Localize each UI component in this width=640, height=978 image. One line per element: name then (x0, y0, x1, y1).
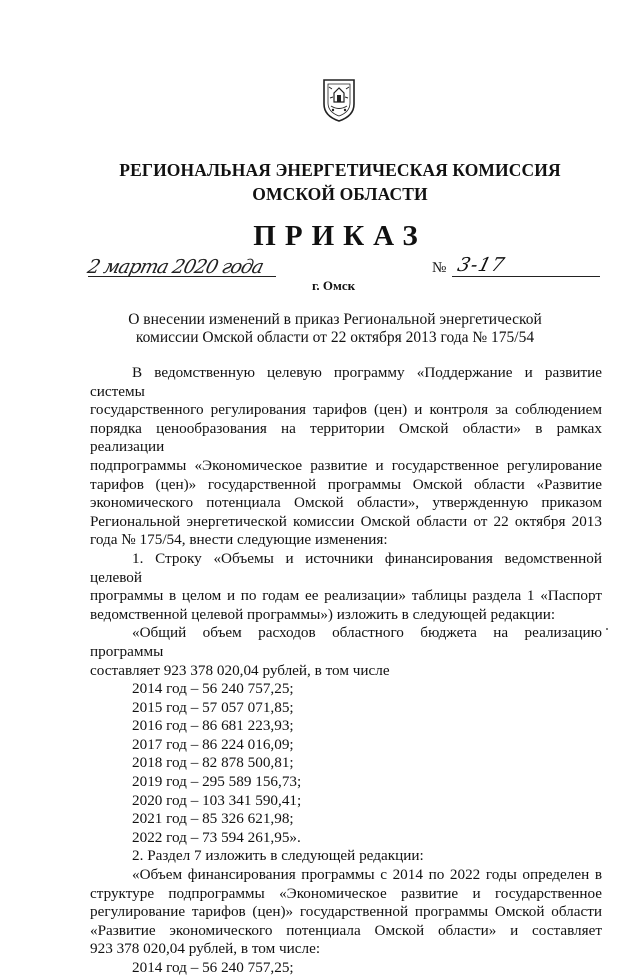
date-underline (88, 276, 276, 277)
scan-speck (606, 628, 608, 630)
list-item: 2016 год – 86 681 223,93; (132, 717, 294, 735)
text-line: государственного регулирования тарифов (цен) и контроля за соблюдением (90, 401, 602, 419)
text-line: структуре подпрограммы «Экономическое развитие и государственное (90, 884, 602, 902)
text-line: порядка ценообразования на территории Омской области» в рамках реализации (90, 419, 602, 456)
list-item: 2017 год – 86 224 016,09; (132, 735, 294, 753)
number-label: № (432, 260, 447, 276)
list-item: 2018 год – 82 878 500,81; (132, 754, 294, 772)
coat-of-arms-emblem (321, 76, 357, 122)
text-line: тарифов (цен)» государственной программы Омской области «Развитие (90, 475, 602, 493)
handwritten-number: 3-17 (455, 254, 508, 276)
text-line: Региональной энергетической комиссии Омской области от 22 октября 2013 (90, 512, 602, 530)
text-line: 1. Строку «Объемы и источники финансирования ведомственной целевой (90, 549, 602, 586)
subject-line: комиссии Омской области от 22 октября 2013 года № 175/54 (135, 329, 535, 346)
paragraph-item-1 (90, 550, 602, 624)
paragraph-intro (90, 364, 602, 550)
text-line: составляет 923 378 020,04 рублей, в том числе (90, 661, 390, 679)
text-line: «Объем финансирования программы с 2014 по 2022 годы определен в (132, 866, 602, 884)
subject-line: О внесении изменений в приказ Региональной энергетической (128, 311, 542, 328)
text-line: «Развитие экономического потенциала Омской области» и составляет (90, 921, 602, 939)
list-item: 2019 год – 295 589 156,73; (132, 773, 302, 791)
text-line: регулирование тарифов (цен)» государственной программы Омской области (90, 903, 602, 921)
text-line: года № 175/54, внести следующие изменения: (90, 531, 388, 549)
text-line: ведомственной целевой программы») изложить в следующей редакции: (90, 605, 556, 623)
paragraph-item-2: 2. Раздел 7 изложить в следующей редакции: (132, 847, 424, 865)
paragraph-quote-2 (90, 866, 602, 959)
city-label: г. Омск (312, 278, 356, 293)
list-item: 2022 год – 73 594 261,95». (132, 828, 301, 846)
number-underline (452, 276, 600, 277)
text-line: В ведомственную целевую программу «Поддержание и развитие системы (90, 364, 602, 400)
list-item: 2015 год – 57 057 071,85; (132, 698, 294, 716)
yearly-amounts-list-1 (90, 680, 602, 847)
text-line: «Общий объем расходов областного бюджета на реализацию программы (90, 624, 602, 660)
text-line: подпрограммы «Экономическое развитие и государственное регулирование (90, 456, 602, 474)
list-item: 2021 год – 85 326 621,98; (132, 810, 294, 828)
paragraph-quote-1 (90, 624, 602, 680)
yearly-amounts-list-2 (90, 959, 602, 978)
organization-name-line2: ОМСКОЙ ОБЛАСТИ (252, 184, 428, 204)
document-subject (100, 311, 570, 347)
list-item: 2014 год – 56 240 757,25; (132, 959, 294, 976)
document-body (90, 364, 602, 978)
handwritten-date: 2 марта 2020 года (85, 256, 266, 278)
text-line: экономического потенциала Омской области», утвержденную приказом (90, 494, 602, 512)
text-line: 923 378 020,04 рублей, в том числе: (90, 940, 321, 958)
organization-name-line1: РЕГИОНАЛЬНАЯ ЭНЕРГЕТИЧЕСКАЯ КОМИССИЯ (119, 160, 561, 180)
list-item: 2014 год – 56 240 757,25; (132, 680, 294, 698)
text-line: программы в целом и по годам ее реализации» таблицы раздела 1 «Паспорт (90, 587, 602, 605)
list-item: 2020 год – 103 341 590,41; (132, 791, 302, 809)
document-type-title: ПРИКАЗ (253, 220, 427, 252)
